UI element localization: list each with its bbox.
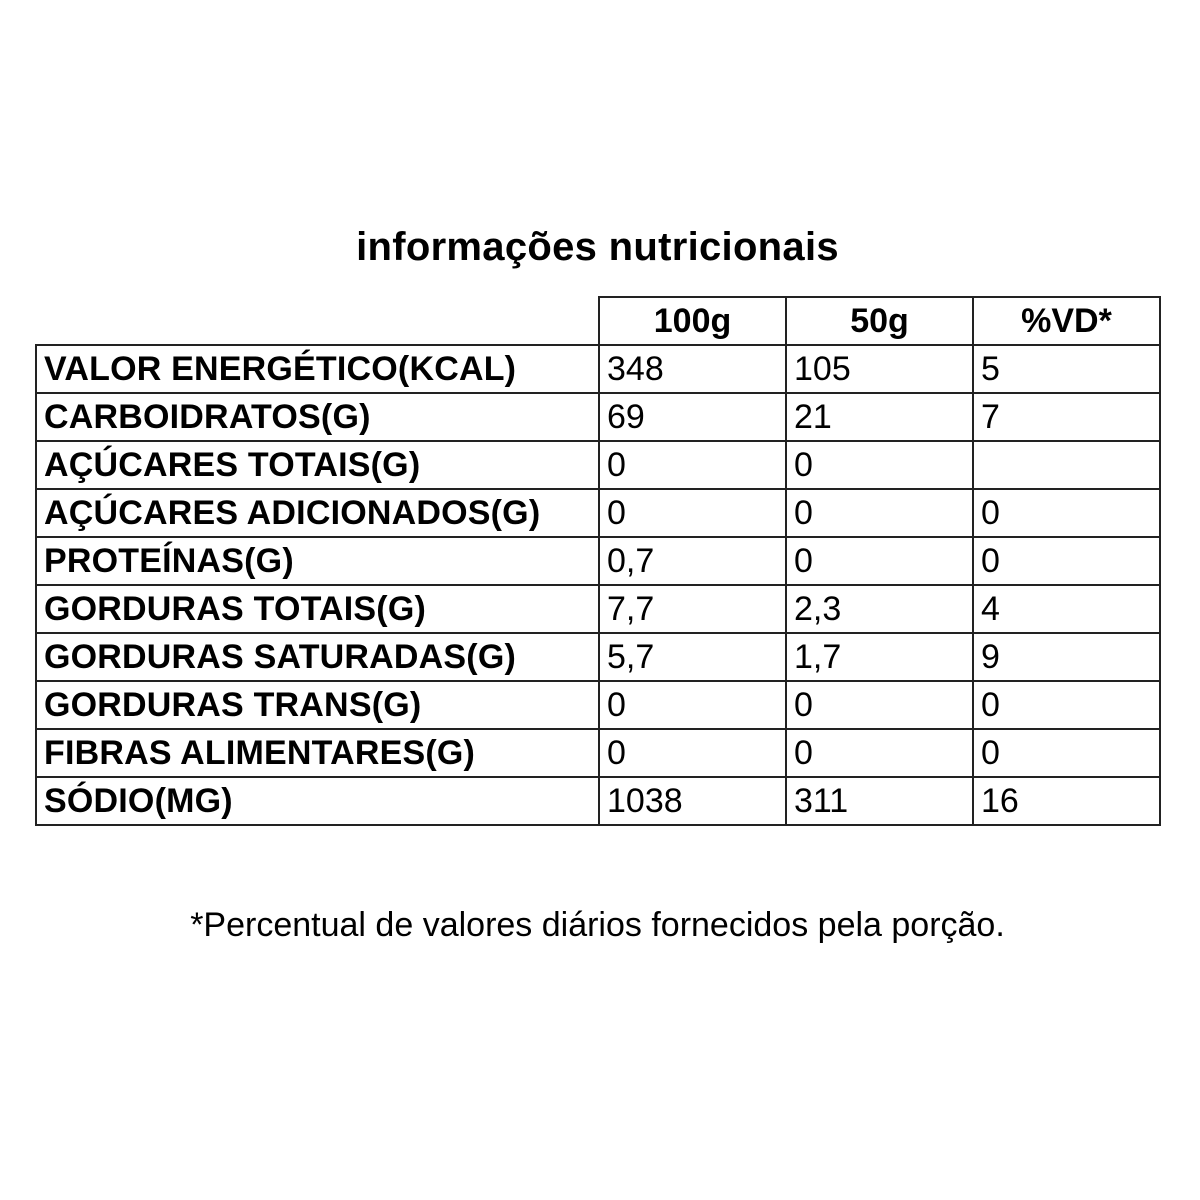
- value-50g: 1,7: [786, 633, 973, 681]
- value-100g: 0: [599, 681, 786, 729]
- page-title: informações nutricionais: [356, 225, 839, 269]
- table-row: [36, 729, 1160, 777]
- row-label: SÓDIO(MG): [36, 777, 599, 825]
- row-label: CARBOIDRATOS(G): [36, 393, 599, 441]
- value-vd: 0: [973, 489, 1160, 537]
- value-50g: 21: [786, 393, 973, 441]
- table-row: [36, 393, 1160, 441]
- table-row: [36, 345, 1160, 393]
- row-label: GORDURAS TRANS(G): [36, 681, 599, 729]
- table-row: [36, 585, 1160, 633]
- row-label: GORDURAS SATURADAS(G): [36, 633, 599, 681]
- value-50g: 311: [786, 777, 973, 825]
- value-100g: 0: [599, 489, 786, 537]
- value-100g: 5,7: [599, 633, 786, 681]
- row-label: GORDURAS TOTAIS(G): [36, 585, 599, 633]
- value-100g: 0,7: [599, 537, 786, 585]
- table-row: [36, 441, 1160, 489]
- table-row: [36, 537, 1160, 585]
- row-label: FIBRAS ALIMENTARES(G): [36, 729, 599, 777]
- value-50g: 0: [786, 729, 973, 777]
- table-header-row: [36, 297, 1160, 345]
- column-header-50g: 50g: [786, 297, 973, 345]
- value-100g: 0: [599, 441, 786, 489]
- table-row: [36, 777, 1160, 825]
- footnote: *Percentual de valores diários fornecidos pela porção.: [190, 906, 1005, 944]
- column-header-100g: 100g: [599, 297, 786, 345]
- row-label: AÇÚCARES TOTAIS(G): [36, 441, 599, 489]
- value-50g: 0: [786, 537, 973, 585]
- value-vd: 0: [973, 729, 1160, 777]
- value-100g: 1038: [599, 777, 786, 825]
- column-header-vd: %VD*: [973, 297, 1160, 345]
- value-vd: 9: [973, 633, 1160, 681]
- value-100g: 348: [599, 345, 786, 393]
- nutrition-table: [35, 296, 1161, 826]
- value-50g: 0: [786, 681, 973, 729]
- table-row: [36, 681, 1160, 729]
- value-100g: 7,7: [599, 585, 786, 633]
- row-label: AÇÚCARES ADICIONADOS(G): [36, 489, 599, 537]
- value-vd: [973, 441, 1160, 489]
- value-100g: 69: [599, 393, 786, 441]
- row-label: PROTEÍNAS(G): [36, 537, 599, 585]
- value-50g: 0: [786, 441, 973, 489]
- value-vd: 16: [973, 777, 1160, 825]
- table-row: [36, 633, 1160, 681]
- value-50g: 105: [786, 345, 973, 393]
- table-row: [36, 489, 1160, 537]
- value-50g: 0: [786, 489, 973, 537]
- value-vd: 0: [973, 537, 1160, 585]
- header-corner-cell: [36, 297, 599, 345]
- row-label: VALOR ENERGÉTICO(KCAL): [36, 345, 599, 393]
- value-50g: 2,3: [786, 585, 973, 633]
- value-vd: 4: [973, 585, 1160, 633]
- value-100g: 0: [599, 729, 786, 777]
- value-vd: 7: [973, 393, 1160, 441]
- value-vd: 0: [973, 681, 1160, 729]
- value-vd: 5: [973, 345, 1160, 393]
